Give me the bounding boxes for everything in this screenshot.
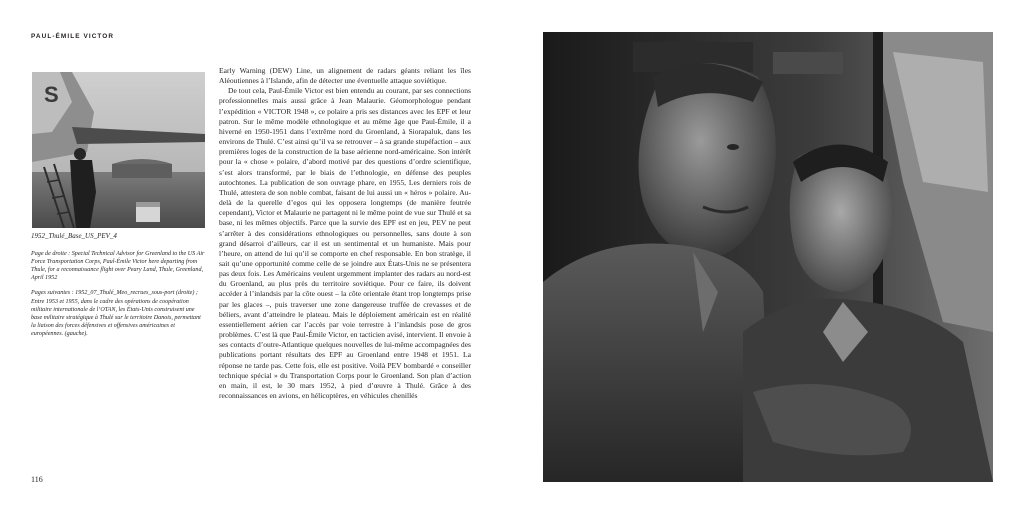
- caption-file-name: 1952_Thulé_Base_US_PEV_4: [31, 232, 117, 240]
- photo-caption: [31, 232, 207, 345]
- caption-paragraph: Page de droite : Special Technical Advisor for Greenland to the US Air Force Transportation Corps, Paul-Émile Victor here departing from Thule, for a reconnaissance flight over Peary Land, Thule, Greenland, April 1952: [31, 251, 205, 282]
- svg-text:S: S: [44, 82, 59, 107]
- body-paragraph: De tout cela, Paul-Émile Victor est bien entendu au courant, par ses connections professionnelles mais aussi grâce à Jean Malaurie. Géomorphologue pendant l’expédition « VICTOR 1948 », ce polaire a pris ses distances avec les EPF et leur patron. Sur le même modèle ethnologique et au même âge que Paul-Émile, il a hiverné en 1950-1951 dans l’extrême nord du Groenland, à Siorapaluk, dans les environs de Thulé. C’est ainsi qu’il va se retrouver – à sa grande stupéfaction – aux premières loges de la construction de la base aérienne nord-américaine. Son intérêt pour la « chose » polaire, d’abord motivé par des questions d’ordre scientifique, s’est alors transformé, par le biais de l’ethnologie, en défense des peuples autochtones. La publication de son ouvrage phare, en 1955, Les derniers rois de Thulé, attestera de son noble combat, faisant de lui aussi un « héros » polaire. Au-delà de la querelle d’egos qui les opposera longtemps (de manière feutrée cependant), Victor et Malaurie ne partagent ni le même point de vue sur Thulé et sa base, ni les mêmes objectifs. Parce que la survie des EPF est en jeu, PEV ne peut s’arrêter à des considérations ethnologiques ou personnelles, sans doute à son grand désarroi d’ailleurs, car il est un sentimental et un humaniste. Mais pour l’heure, on attend de lui qu’il se comporte en chef responsable. En bon stratège, il sait qu’une opportunité comme celle de se joindre aux États-Unis ne se présentera pas deux fois. Les Américains veulent urgemment implanter des radars au nord-est du Groenland, au plus près du territoire soviétique. Pour ce faire, ils doivent accéder à l’inlandsis par la côte ouest – la côte orientale étant trop longtemps prise par les glaces –, puis traverser une zone dangereuse truffée de crevasses et de béliers, avant d’atteindre le plateau. Mais le déploiement américain est en réalité essentiellement aérien car l’accès par voie terrestre à l’inlandsis pose de gros problèmes. C’est là que Paul-Émile Victor, en tacticien avisé, intervient. Il envoie à ses contacts d’outre-Atlantique quelques nouvelles de lui-même accompagnées des publications portant résultats des EPF au Groenland entre 1948 et 1951. La réponse ne tarde pas. Cette fois, elle est positive. Voilà PEV bombardé « conseiller technique spécial » du Transportation Corps pour le Groenland. Son plan d’action en main, il est, le 30 mars 1952, à pied d’œuvre à Thulé. Grâce à des reconnaissances en avions, en hélicoptères, en véhicules chenillés: [219, 86, 471, 400]
- caption-paragraph: Pages suivantes : 1952_07_Thulé_Meo_recrues_sous-port (droite) ; Entre 1953 et 1955, dans le cadre des opérations de coopération militaire internationale de l’OTAN, les États-Unis construisent une base militaire stratégique à Thulé sur le territoire Danois, permettant la liaison des forces défensives et offensives américaines et européennes. (gauche).: [31, 290, 201, 337]
- airbase-photo: [32, 72, 205, 228]
- body-text: [219, 66, 471, 401]
- cockpit-portrait-photo: [543, 32, 993, 482]
- running-head: PAUL-ÉMILE VICTOR: [31, 33, 115, 40]
- body-paragraph: Early Warning (DEW) Line, un alignement de radars géants reliant les îles Aléoutiennes à l’Islande, afin de détecter une éventuelle attaque soviétique.: [219, 66, 471, 86]
- page-number: 116: [31, 475, 43, 484]
